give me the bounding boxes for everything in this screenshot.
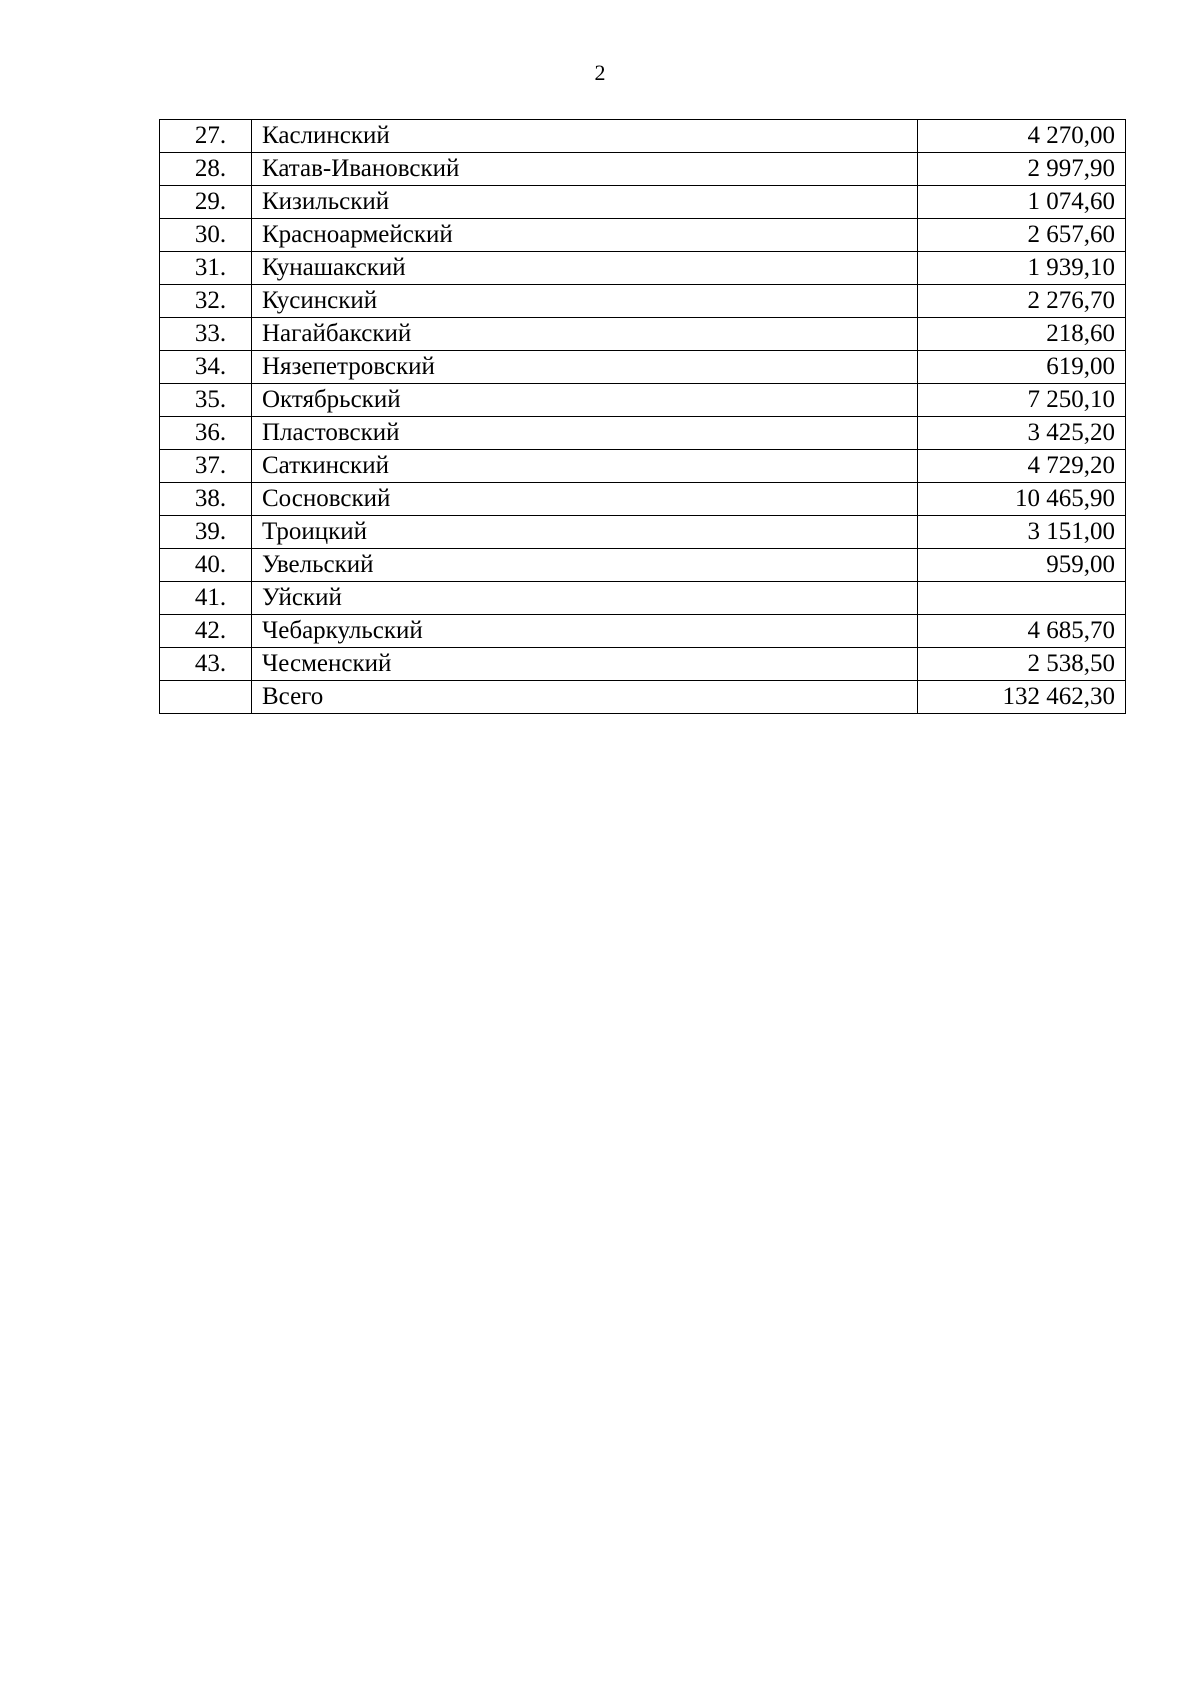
row-number: 39. [160, 516, 252, 549]
district-name: Чесменский [252, 648, 918, 681]
row-number: 33. [160, 318, 252, 351]
row-number: 30. [160, 219, 252, 252]
row-value: 4 729,20 [918, 450, 1126, 483]
row-number: 34. [160, 351, 252, 384]
row-number: 40. [160, 549, 252, 582]
total-row [160, 681, 1126, 714]
row-number: 38. [160, 483, 252, 516]
data-table [159, 119, 1126, 714]
row-value: 2 657,60 [918, 219, 1126, 252]
row-number: 41. [160, 582, 252, 615]
row-value: 7 250,10 [918, 384, 1126, 417]
table-row [160, 516, 1126, 549]
row-value: 1 074,60 [918, 186, 1126, 219]
row-value [918, 582, 1126, 615]
row-value: 4 270,00 [918, 120, 1126, 153]
district-name: Увельский [252, 549, 918, 582]
row-value: 218,60 [918, 318, 1126, 351]
row-number: 42. [160, 615, 252, 648]
district-name: Троицкий [252, 516, 918, 549]
district-name: Красноармейский [252, 219, 918, 252]
row-number: 35. [160, 384, 252, 417]
district-name: Нагайбакский [252, 318, 918, 351]
row-number: 28. [160, 153, 252, 186]
row-number: 27. [160, 120, 252, 153]
table-row [160, 120, 1126, 153]
row-number: 29. [160, 186, 252, 219]
row-number: 36. [160, 417, 252, 450]
row-value: 959,00 [918, 549, 1126, 582]
row-value: 3 151,00 [918, 516, 1126, 549]
table-row [160, 582, 1126, 615]
table-row [160, 351, 1126, 384]
district-name: Чебаркульский [252, 615, 918, 648]
district-name: Нязепетровский [252, 351, 918, 384]
table-row [160, 483, 1126, 516]
district-name: Кизильский [252, 186, 918, 219]
row-number: 43. [160, 648, 252, 681]
table-row [160, 219, 1126, 252]
district-name: Каслинский [252, 120, 918, 153]
table-row [160, 384, 1126, 417]
row-value: 132 462,30 [918, 681, 1126, 714]
district-name: Уйский [252, 582, 918, 615]
district-name: Кусинский [252, 285, 918, 318]
row-value: 2 997,90 [918, 153, 1126, 186]
district-name: Сосновский [252, 483, 918, 516]
table-row [160, 615, 1126, 648]
table-row [160, 318, 1126, 351]
row-number: 32. [160, 285, 252, 318]
row-value: 10 465,90 [918, 483, 1126, 516]
row-value: 3 425,20 [918, 417, 1126, 450]
table-row [160, 186, 1126, 219]
district-name: Катав-Ивановский [252, 153, 918, 186]
district-name: Пластовский [252, 417, 918, 450]
district-name: Всего [252, 681, 918, 714]
row-value: 4 685,70 [918, 615, 1126, 648]
row-value: 2 538,50 [918, 648, 1126, 681]
row-value: 619,00 [918, 351, 1126, 384]
row-value: 2 276,70 [918, 285, 1126, 318]
table-body [160, 120, 1126, 714]
table-row [160, 252, 1126, 285]
table-row [160, 648, 1126, 681]
row-number: 37. [160, 450, 252, 483]
row-number: 31. [160, 252, 252, 285]
table-row [160, 417, 1126, 450]
district-name: Кунашакский [252, 252, 918, 285]
row-number [160, 681, 252, 714]
page-number: 2 [594, 60, 606, 85]
district-name: Саткинский [252, 450, 918, 483]
table-row [160, 450, 1126, 483]
table-row [160, 549, 1126, 582]
district-name: Октябрьский [252, 384, 918, 417]
table-row [160, 153, 1126, 186]
row-value: 1 939,10 [918, 252, 1126, 285]
table-row [160, 285, 1126, 318]
